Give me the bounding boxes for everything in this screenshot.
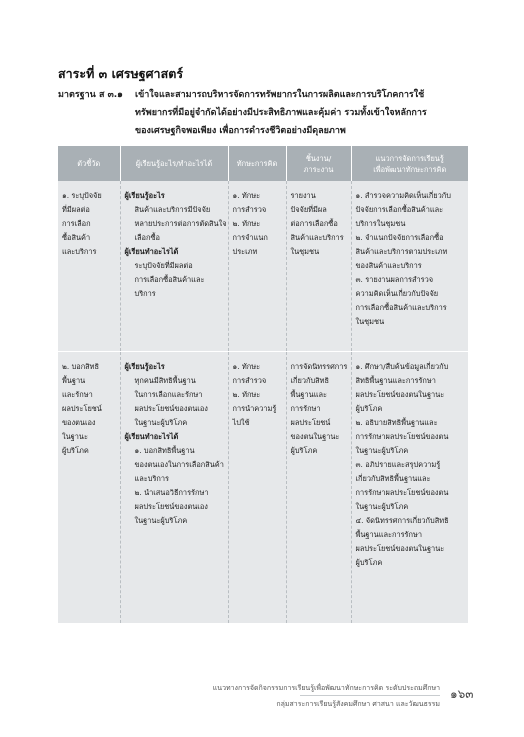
cell-text: และรักษา bbox=[62, 390, 93, 399]
cell-text: การจัดนิทรรศการ bbox=[290, 362, 348, 371]
cell-text: ๑. ระบุปัจจัย bbox=[62, 191, 102, 200]
table-header-cell bbox=[58, 146, 120, 181]
page-number: ๑๖๓ bbox=[450, 687, 474, 701]
cell-text: ปัจจัยการเลือกซื้อสินค้าและ bbox=[355, 205, 444, 214]
table-cell bbox=[228, 352, 286, 624]
cell-text: ในการเลือกและรักษา bbox=[134, 390, 203, 399]
cell-text: การรักษา bbox=[290, 404, 321, 413]
cell-text: ผู้บริโภค bbox=[355, 404, 383, 413]
cell-text: สินค้าและบริการ bbox=[290, 233, 344, 242]
cell-text: การเลือกซื้อสินค้าและ bbox=[134, 275, 205, 284]
footer-series-title: แนวทางการจัดกิจกรรมการเรียนรู้เพื่อพัฒนาทักษะการคิด ระดับประถมศึกษา bbox=[212, 684, 440, 692]
cell-text: ผู้บริโภค bbox=[290, 446, 318, 455]
cell-text: ๑. ทักษะ bbox=[232, 362, 261, 371]
cell-text: ทุกคนมีสิทธิพื้นฐาน bbox=[134, 376, 196, 385]
cell-text: ๒. นำเสนอวิธีการรักษา bbox=[134, 488, 209, 497]
cell-text: ผู้บริโภค bbox=[62, 446, 89, 455]
cell-text: ระบุปัจจัยที่มีผลต่อ bbox=[134, 261, 193, 270]
cell-text: และบริการ bbox=[62, 247, 97, 256]
cell-text: พื้นฐานและการรักษา bbox=[355, 530, 423, 539]
cell-text: ๑. สำรวจความคิดเห็นเกี่ยวกับ bbox=[355, 191, 451, 200]
cell-text: การรักษาผลประโยชน์ของตน bbox=[355, 488, 449, 497]
standard-line: เข้าใจและสามารถบริหารจัดการทรัพยากรในการผลิตและการบริโภคการใช้ bbox=[135, 90, 425, 100]
standard-text bbox=[135, 86, 475, 140]
cell-text: การเลือก bbox=[62, 219, 91, 228]
cell-text: ๑. ทักษะ bbox=[232, 191, 261, 200]
table-cell bbox=[58, 181, 120, 352]
cell-text: การเลือกซื้อสินค้าและบริการ bbox=[355, 303, 447, 312]
cell-text: ในชุมชน bbox=[355, 317, 385, 326]
header-text: ชิ้นงาน/ bbox=[305, 153, 332, 163]
cell-text: ในฐานะผู้บริโภค bbox=[134, 418, 188, 427]
header-text: ทักษะการคิด bbox=[236, 159, 278, 168]
cell-text: พื้นฐานและ bbox=[290, 390, 327, 399]
header-text: ผู้เรียนรู้อะไร/ทำอะไรได้ bbox=[135, 159, 213, 168]
cell-text: ประเภท bbox=[232, 247, 258, 256]
cell-text: ไปใช้ bbox=[232, 418, 250, 427]
cell-text: ผลประโยชน์ของตนในฐานะ bbox=[355, 544, 445, 553]
cell-text: ผู้บริโภค bbox=[355, 558, 383, 567]
cell-text: ๔. จัดนิทรรศการเกี่ยวกับสิทธิ bbox=[355, 516, 449, 525]
header-text: ตัวชี้วัด bbox=[77, 159, 101, 168]
cell-text: ของตนเอง bbox=[62, 418, 96, 427]
cell-text: การสำรวจ bbox=[232, 205, 267, 214]
cell-text: ที่มีผลต่อ bbox=[62, 205, 90, 214]
table-cell bbox=[286, 181, 351, 352]
cell-text: ๓. รายงานผลการสำรวจ bbox=[355, 275, 434, 284]
cell-text: ความคิดเห็นเกี่ยวกับปัจจัย bbox=[355, 289, 439, 298]
table-header-cell bbox=[351, 146, 468, 181]
cell-text: ในชุมชน bbox=[290, 247, 320, 256]
cell-text: ในฐานะผู้บริโภค bbox=[134, 516, 188, 525]
cell-text: ของตนในฐานะ bbox=[290, 432, 340, 441]
header-text: ภาระงาน bbox=[303, 164, 334, 174]
cell-text: ผู้เรียนรู้อะไร bbox=[124, 191, 165, 200]
table-cell bbox=[351, 181, 468, 352]
cell-text: ๒. ทักษะ bbox=[232, 390, 261, 399]
cell-text: ต่อการเลือกซื้อ bbox=[290, 219, 338, 228]
header-text: เพื่อพัฒนาทักษะการคิด bbox=[373, 164, 447, 174]
cell-text: ๑. บอกสิทธิพื้นฐาน bbox=[134, 446, 195, 455]
table-header-cell bbox=[228, 146, 286, 181]
cell-text: ผู้เรียนทำอะไรได้ bbox=[124, 432, 179, 441]
cell-text: หลายประการต่อการตัดสินใจ bbox=[134, 219, 227, 228]
cell-text: เกี่ยวกับสิทธิพื้นฐานและ bbox=[355, 474, 431, 483]
footer-subject-title: กลุ่มสาระการเรียนรู้สังคมศึกษา ศาสนา และวัฒนธรรม bbox=[276, 700, 440, 708]
table-header-cell bbox=[120, 146, 228, 181]
cell-text: ๒. อธิบายสิทธิพื้นฐานและ bbox=[355, 418, 438, 427]
cell-text: เลือกซื้อ bbox=[134, 233, 160, 242]
cell-text: ในฐานะ bbox=[62, 432, 88, 441]
cell-text: บริการในชุมชน bbox=[355, 219, 406, 228]
cell-text: และบริการ bbox=[134, 474, 170, 483]
cell-text: ของสินค้าและบริการ bbox=[355, 261, 422, 270]
table-cell bbox=[120, 181, 228, 352]
header-text: แนวการจัดการเรียนรู้ bbox=[375, 153, 444, 163]
standard-line: ทรัพยากรที่มีอยู่จำกัดได้อย่างมีประสิทธิภาพและคุ้มค่า รวมทั้งเข้าใจหลักการ bbox=[135, 108, 427, 118]
cell-text: สิทธิพื้นฐานและการรักษา bbox=[355, 376, 436, 385]
cell-text: ๒. บอกสิทธิ bbox=[62, 362, 100, 371]
cell-text: การนำความรู้ bbox=[232, 404, 277, 413]
cell-text: ในฐานะผู้บริโภค bbox=[355, 502, 409, 511]
standard-label: มาตรฐาน ส ๓.๑ bbox=[58, 90, 123, 100]
cell-text: การจำแนก bbox=[232, 233, 268, 242]
indicator-table bbox=[58, 146, 468, 622]
cell-text: เกี่ยวกับสิทธิ bbox=[290, 376, 330, 385]
cell-text: ของตนเองในการเลือกสินค้า bbox=[134, 460, 224, 469]
standard-line: ของเศรษฐกิจพอเพียง เพื่อการดำรงชีวิตอย่างมีดุลยภาพ bbox=[135, 126, 346, 136]
cell-text: สินค้าและบริการมีปัจจัย bbox=[134, 205, 211, 214]
table-row bbox=[58, 181, 468, 352]
table-row bbox=[58, 352, 468, 624]
section-title: สาระที่ ๓ เศรษฐศาสตร์ bbox=[58, 66, 184, 81]
cell-text: ๒. จำแนกปัจจัยการเลือกซื้อ bbox=[355, 233, 444, 242]
cell-text: สินค้าและบริการตามประเภท bbox=[355, 247, 448, 256]
cell-text: ผู้เรียนรู้อะไร bbox=[124, 362, 165, 371]
table-cell bbox=[286, 352, 351, 624]
cell-text: ผลประโยชน์ของตนในฐานะ bbox=[355, 390, 445, 399]
cell-text: ผลประโยชน์ของตนเอง bbox=[134, 404, 208, 413]
cell-text: ๑. ศึกษา/สืบค้นข้อมูลเกี่ยวกับ bbox=[355, 362, 449, 371]
table-cell bbox=[120, 352, 228, 624]
cell-text: ๓. อภิปรายและสรุปความรู้ bbox=[355, 460, 441, 469]
cell-text: พื้นฐาน bbox=[62, 376, 86, 385]
cell-text: ในฐานะผู้บริโภค bbox=[355, 446, 409, 455]
cell-text: ปัจจัยที่มีผล bbox=[290, 205, 327, 214]
cell-text: ผลประโยชน์ bbox=[290, 418, 331, 427]
cell-text: การรักษาผลประโยชน์ของตน bbox=[355, 432, 449, 441]
table-cell bbox=[351, 352, 468, 624]
cell-text: บริการ bbox=[134, 289, 156, 298]
cell-text: ๒. ทักษะ bbox=[232, 219, 261, 228]
cell-text: ผลประโยชน์ของตนเอง bbox=[134, 502, 208, 511]
table-cell bbox=[58, 352, 120, 624]
cell-text: ซื้อสินค้า bbox=[62, 233, 91, 242]
cell-text: รายงาน bbox=[290, 191, 316, 200]
cell-text: ผู้เรียนทำอะไรได้ bbox=[124, 247, 179, 256]
cell-text: การสำรวจ bbox=[232, 376, 267, 385]
footer-divider bbox=[300, 695, 440, 696]
cell-text: ผลประโยชน์ bbox=[62, 404, 102, 413]
table-header-cell bbox=[286, 146, 351, 181]
table-cell bbox=[228, 181, 286, 352]
table-header-row bbox=[58, 146, 468, 181]
